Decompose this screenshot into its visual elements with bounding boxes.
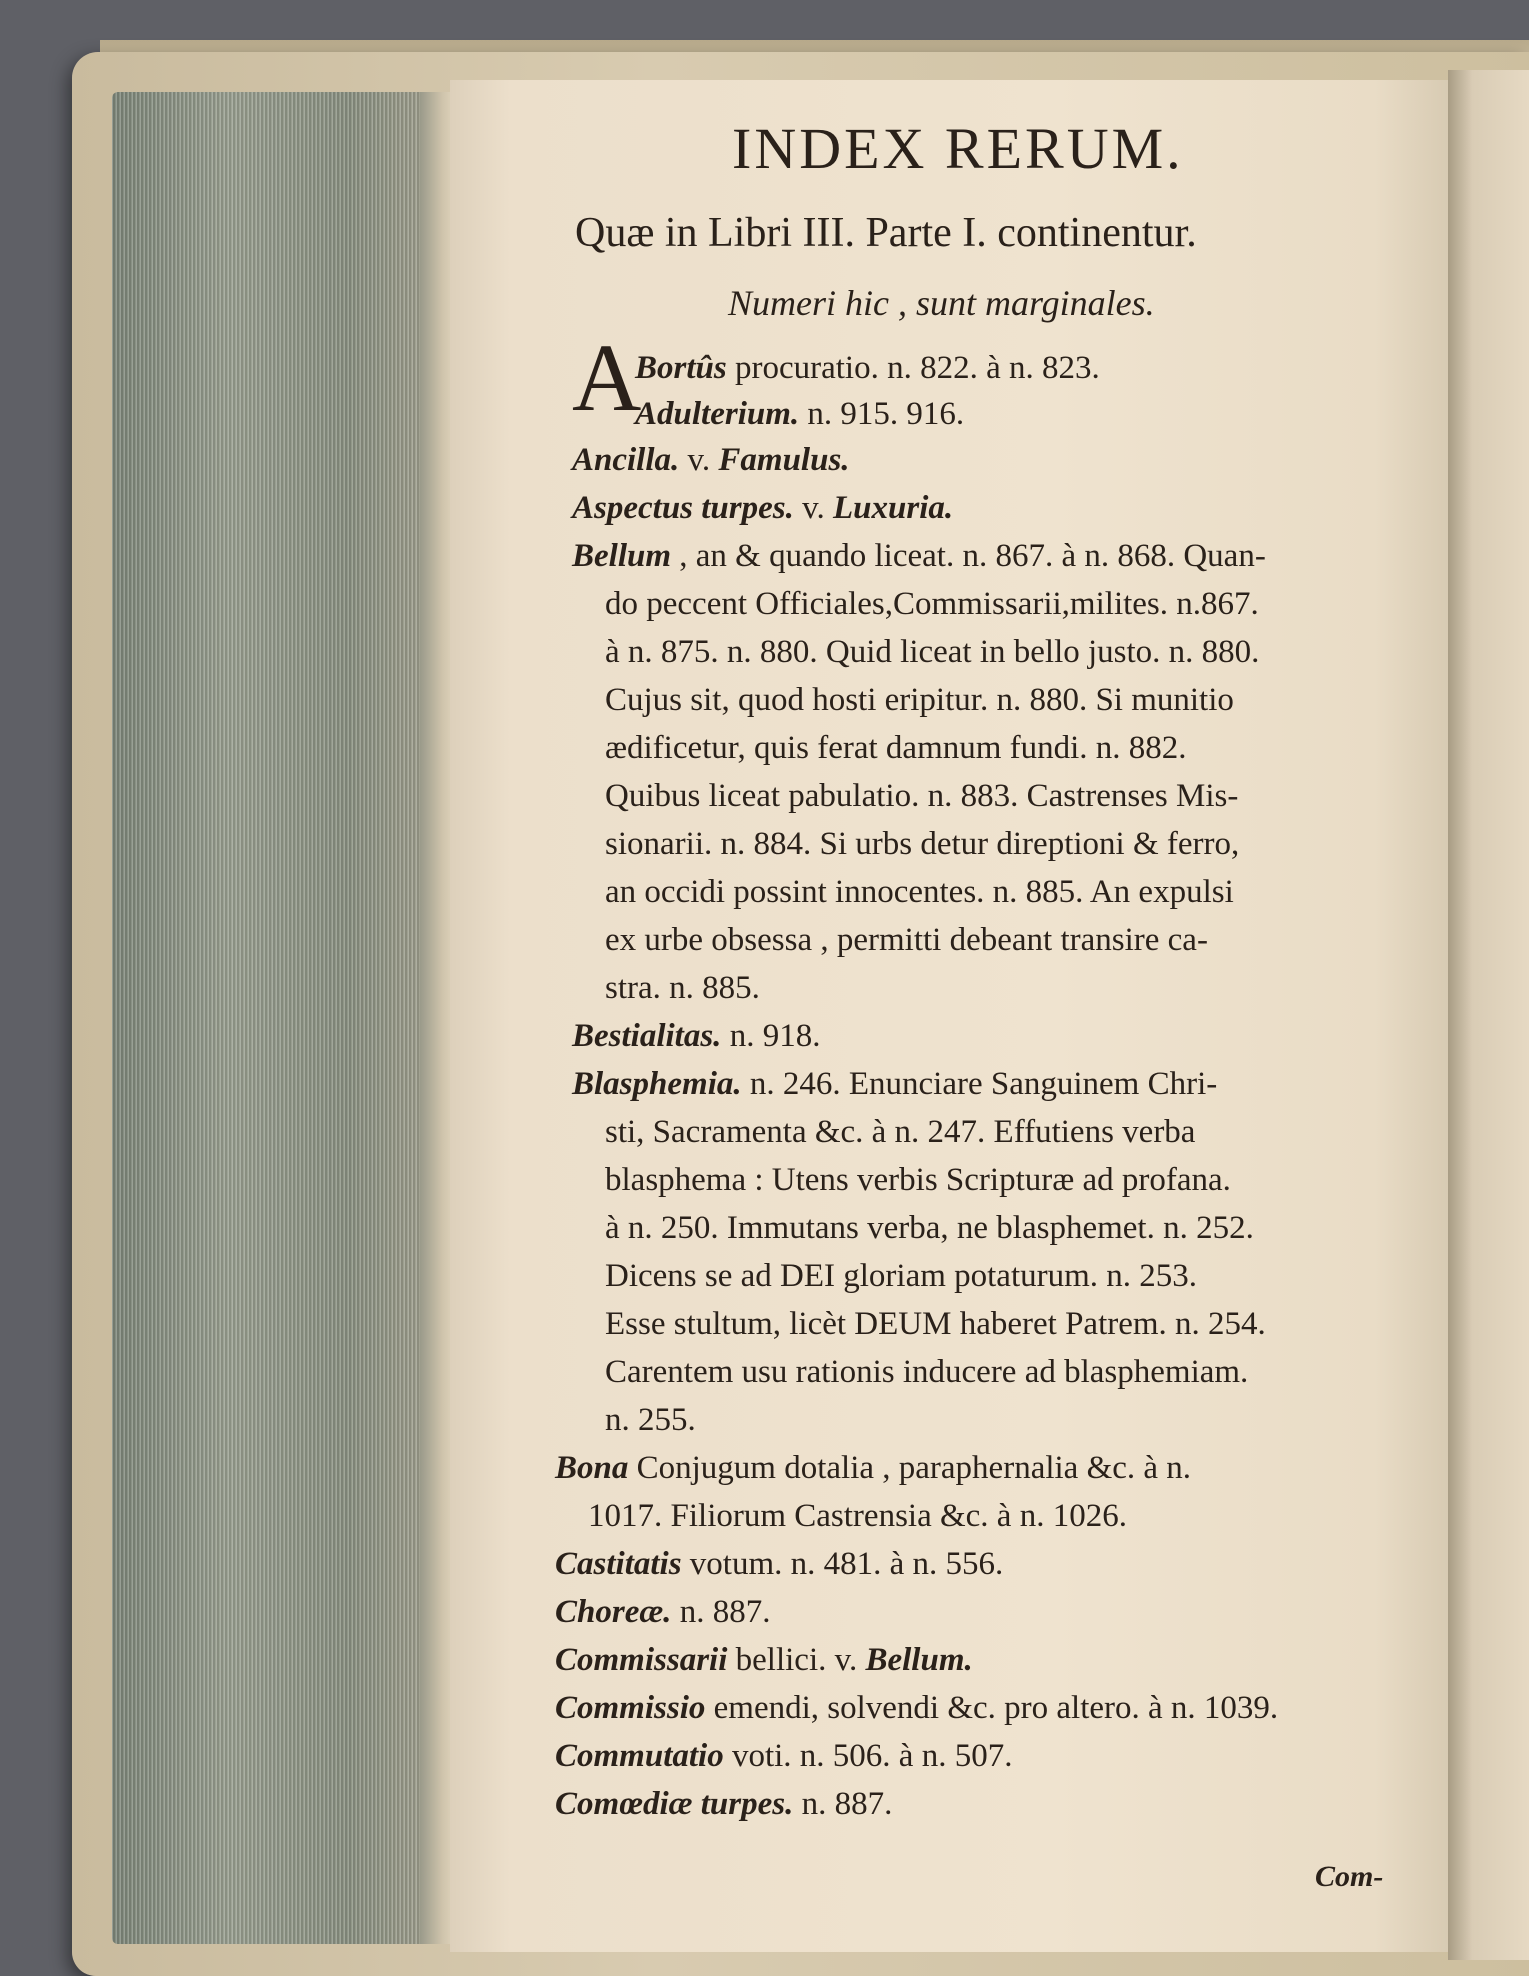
index-entry (555, 1596, 770, 1629)
entry-continuation: ex urbe obsessa , permitti debeant transire ca- (605, 922, 1208, 958)
entry-head: Bona (555, 1450, 629, 1486)
index-entry (555, 1452, 1191, 1485)
entry-continuation: sionarii. n. 884. Si urbs detur direptioni & ferro, (605, 826, 1240, 862)
entry-text: votum. n. 481. à n. 556. (681, 1546, 1004, 1582)
entry-text: voti. n. 506. à n. 507. (723, 1738, 1013, 1774)
page-title: INDEX RERUM. (732, 116, 1184, 181)
entry-continuation: n. 255. (605, 1402, 696, 1438)
entry-ref: Luxuria. (832, 490, 954, 526)
entry-text: n. 246. Enunciare Sanguinem Chri- (741, 1066, 1218, 1102)
index-entry (635, 352, 1100, 385)
entry-continuation: 1017. Filiorum Castrensia &c. à n. 1026. (588, 1498, 1127, 1534)
drop-cap: A (572, 324, 642, 431)
entry-continuation: stra. n. 885. (605, 970, 760, 1006)
entry-continuation: à n. 875. n. 880. Quid liceat in bello justo. n. 880. (605, 634, 1260, 670)
index-entry (572, 1068, 1217, 1101)
entry-ref: Bellum. (865, 1642, 973, 1678)
entry-head: Bellum (572, 538, 672, 574)
entry-head: Commutatio (555, 1738, 724, 1774)
index-entry (572, 540, 1266, 573)
entry-text: v. (679, 442, 719, 478)
entry-head: Bestialitas. (572, 1018, 722, 1054)
entry-continuation: an occidi possint innocentes. n. 885. An expulsi (605, 874, 1234, 910)
entry-head: Commissarii (555, 1642, 728, 1678)
catchword: Com- (1315, 1860, 1384, 1893)
entry-head: Comœdiæ turpes. (555, 1786, 794, 1822)
index-entry (555, 1740, 1012, 1773)
index-entry (572, 492, 953, 525)
entry-continuation: Dicens se ad DEI gloriam potaturum. n. 253. (605, 1258, 1198, 1294)
entry-text: Conjugum dotalia , paraphernalia &c. à n. (628, 1450, 1192, 1486)
entry-continuation: sti, Sacramenta &c. à n. 247. Effutiens verba (605, 1114, 1196, 1150)
entry-text: v. (793, 490, 833, 526)
entry-head: Adulterium. (635, 396, 800, 432)
index-entry (555, 1788, 892, 1821)
entry-head: Blasphemia. (572, 1066, 742, 1102)
entry-continuation: Esse stultum, licèt DEUM haberet Patrem. n. 254. (605, 1306, 1266, 1342)
entry-text: , an & quando liceat. n. 867. à n. 868. Quan- (671, 538, 1266, 574)
index-entry (635, 398, 964, 431)
entry-continuation: blasphema : Utens verbis Scripturæ ad profana. (605, 1162, 1231, 1198)
entry-head: Ancilla. (572, 442, 680, 478)
index-entry (555, 1548, 1003, 1581)
index-entry (572, 1020, 820, 1053)
entry-ref: Famulus. (718, 442, 850, 478)
entry-text: bellici. v. (727, 1642, 866, 1678)
entry-continuation: Carentem usu rationis inducere ad blasphemiam. (605, 1354, 1249, 1390)
entry-head: Bortûs (635, 350, 727, 386)
entry-text: n. 887. (793, 1786, 893, 1822)
entry-text: n. 918. (721, 1018, 821, 1054)
entry-head: Castitatis (555, 1546, 682, 1582)
entry-text: n. 887. (671, 1594, 771, 1630)
entry-text: n. 915. 916. (799, 396, 965, 432)
entry-text: procuratio. n. 822. à n. 823. (726, 350, 1100, 386)
entry-head: Choreæ. (555, 1594, 672, 1630)
index-entry (555, 1692, 1278, 1725)
entry-continuation: Cujus sit, quod hosti eripitur. n. 880. Si munitio (605, 682, 1234, 718)
entry-text: emendi, solvendi &c. pro altero. à n. 1039. (705, 1690, 1279, 1726)
page-subtitle: Quæ in Libri III. Parte I. continentur. (575, 210, 1197, 256)
index-entry (572, 444, 850, 477)
entry-continuation: Quibus liceat pabulatio. n. 883. Castrenses Mis- (605, 778, 1239, 814)
entry-head: Commissio (555, 1690, 706, 1726)
index-entry (555, 1644, 973, 1677)
page-note: Numeri hic , sunt marginales. (728, 283, 1155, 323)
entry-continuation: à n. 250. Immutans verba, ne blasphemet. n. 252. (605, 1210, 1254, 1246)
entry-continuation: do peccent Officiales,Commissarii,milites. n.867. (605, 586, 1259, 622)
entry-head: Aspectus turpes. (572, 490, 794, 526)
entry-continuation: ædificetur, quis ferat damnum fundi. n. 882. (605, 730, 1187, 766)
